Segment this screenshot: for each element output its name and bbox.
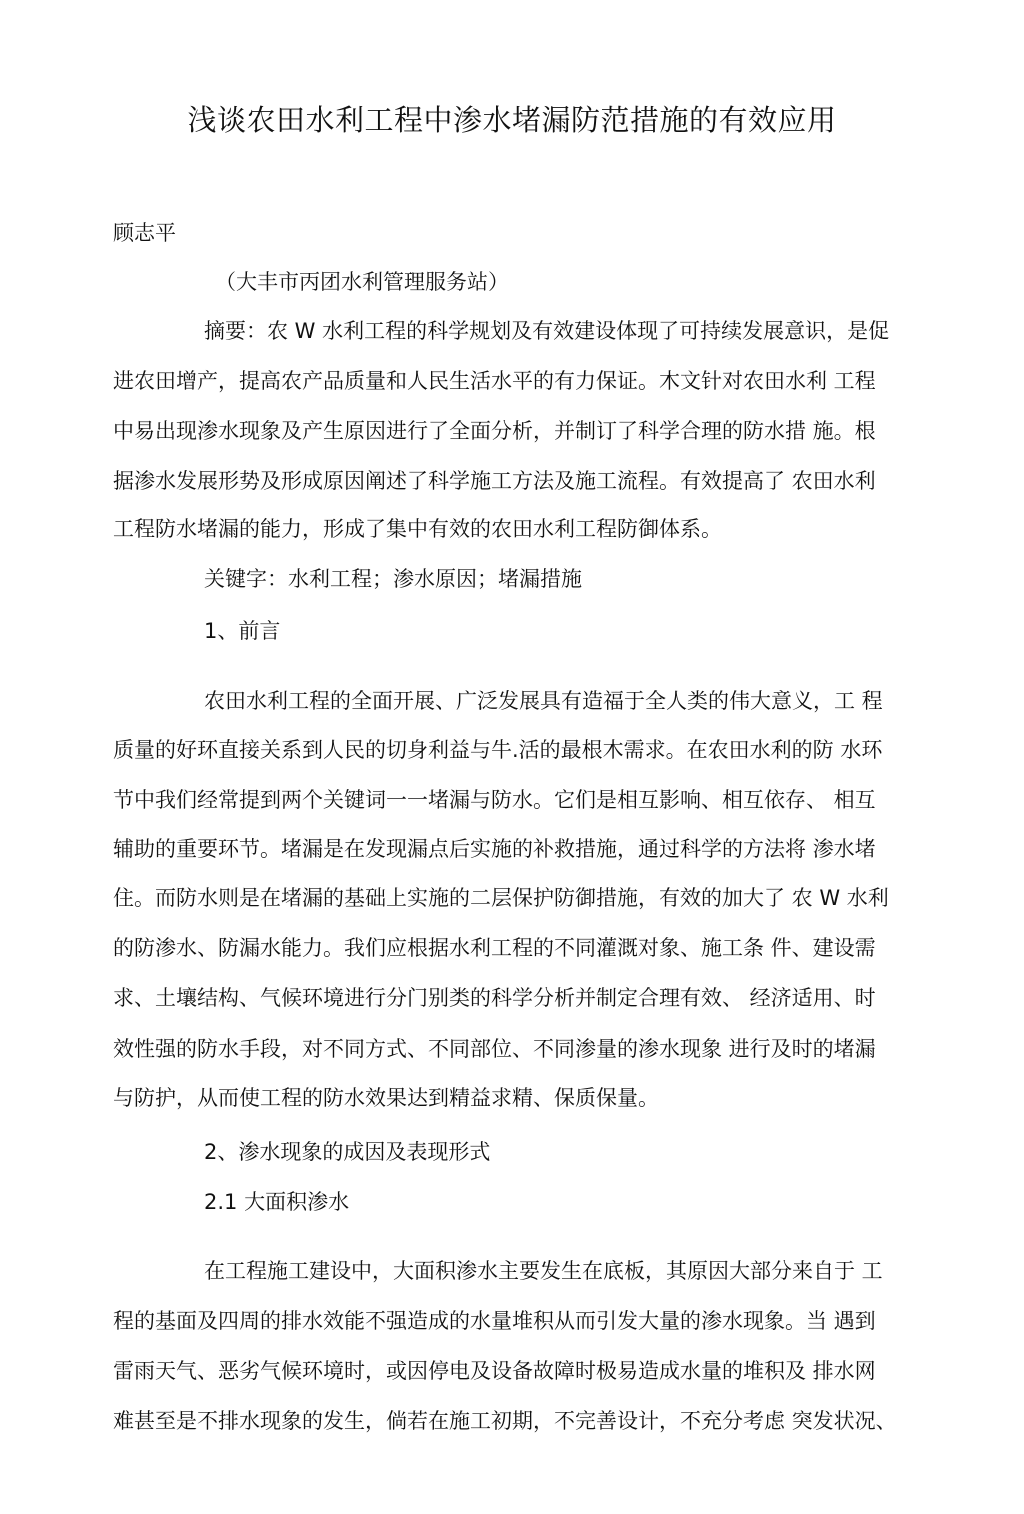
paragraph-line: 求、土壤结构、气候环境进行分门别类的科学分析并制定合理有效、 经济适用、时 xyxy=(113,986,876,1010)
paragraph-line: 程的基面及四周的排水效能不强造成的水量堆积从而引发大量的渗水现象。当 遇到 xyxy=(113,1309,876,1333)
paragraph-line: 的防渗水、防漏水能力。我们应根据水利工程的不同灌溉对象、施工条 件、建设需 xyxy=(113,936,876,960)
author-name: 顾志平 xyxy=(113,221,176,245)
keywords: 关键字：水利工程；渗水原因；堵漏措施 xyxy=(204,567,582,591)
document-title: 浅谈农田水利工程中渗水堵漏防范措施的有效应用 xyxy=(187,103,837,137)
paragraph-line: 质量的好环直接关系到人民的切身利益与牛.活的最根木需求。在农田水利的防 水环 xyxy=(113,738,883,762)
abstract-line: 工程防水堵漏的能力，形成了集中有效的农田水利工程防御体系。 xyxy=(113,517,722,541)
subsection-heading: 2.1 大面积渗水 xyxy=(204,1190,350,1214)
paragraph-line: 辅助的重要环节。堵漏是在发现漏点后实施的补救措施，通过科学的方法将 渗水堵 xyxy=(113,837,876,861)
paragraph-line: 雷雨天气、恶劣气候环境时，或因停电及设备故障时极易造成水量的堆积及 排水网 xyxy=(113,1359,876,1383)
paragraph-line: 与防护，从而使工程的防水效果达到精益求精、保质保量。 xyxy=(113,1086,659,1110)
paragraph-line: 住。而防水则是在堵漏的基础上实施的二层保护防御措施，有效的加大了 农 W 水利 xyxy=(113,886,889,910)
abstract-line: 摘要：农 W 水利工程的科学规划及有效建设体现了可持续发展意识，是促 xyxy=(204,319,890,343)
paragraph-line: 效性强的防水手段，对不同方式、不同部位、不同渗量的渗水现象 进行及时的堵漏 xyxy=(113,1037,876,1061)
section-heading: 1、前言 xyxy=(204,619,281,643)
paragraph-line: 在工程施工建设中，大面积渗水主要发生在底板，其原因大部分来自于 工 xyxy=(204,1259,883,1283)
author-affiliation: （大丰市丙团水利管理服务站） xyxy=(215,270,509,294)
paragraph-line: 节中我们经常提到两个关键词一一堵漏与防水。它们是相互影响、相互依存、 相互 xyxy=(113,788,876,812)
abstract-line: 中易出现渗水现象及产生原因进行了全面分析，并制订了科学合理的防水措 施。根 xyxy=(113,419,876,443)
abstract-line: 进农田增产，提高农产品质量和人民生活水平的有力保证。木文针对农田水利 工程 xyxy=(113,369,876,393)
paragraph-line: 农田水利工程的全面开展、广泛发展具有造福于全人类的伟大意义，工 程 xyxy=(204,689,883,713)
abstract-line: 据渗水发展形势及形成原因阐述了科学施工方法及施工流程。有效提高了 农田水利 xyxy=(113,469,876,493)
section-heading: 2、渗水现象的成因及表现形式 xyxy=(204,1140,491,1164)
paragraph-line: 难甚至是不排水现象的发生，倘若在施工初期，不完善设计，不充分考虑 突发状况、 xyxy=(113,1409,897,1433)
